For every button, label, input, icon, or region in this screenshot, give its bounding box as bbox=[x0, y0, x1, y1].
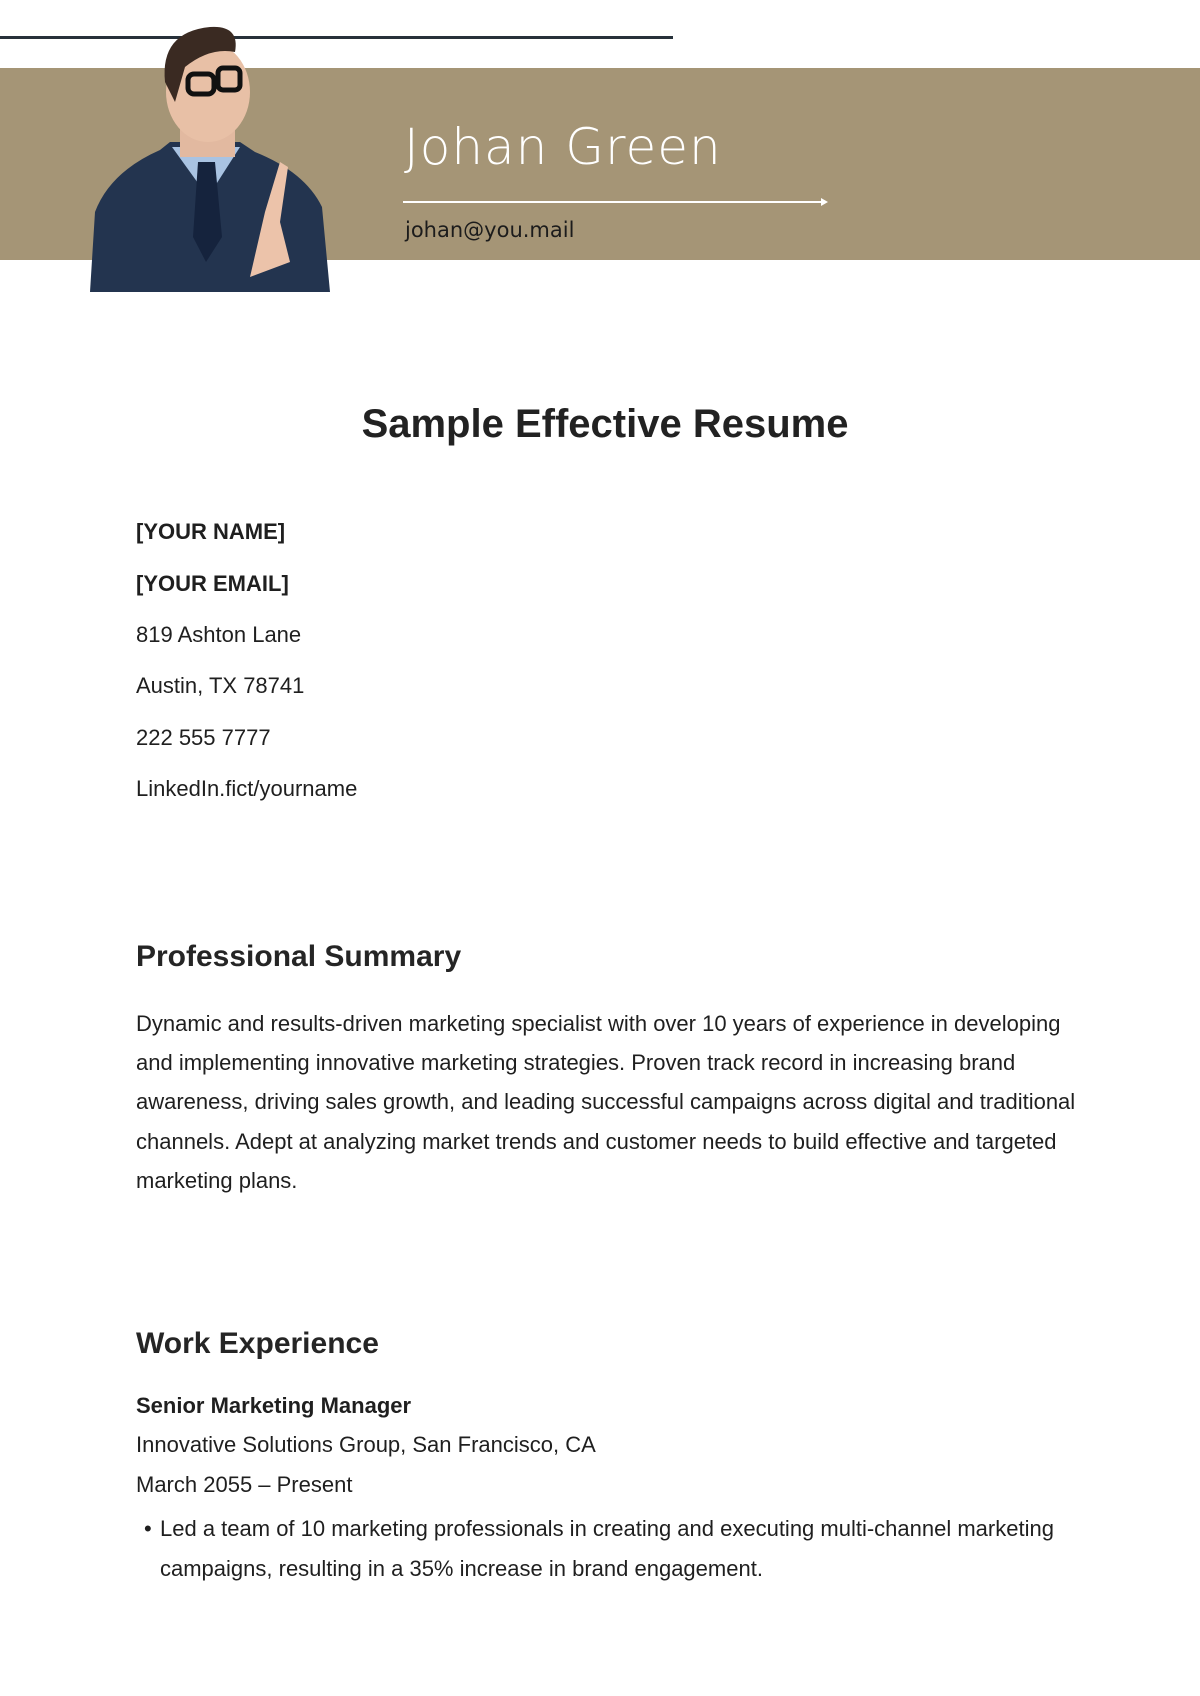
job-company: Innovative Solutions Group, San Francisco, CA bbox=[136, 1432, 596, 1457]
contact-street: 819 Ashton Lane bbox=[136, 622, 302, 647]
profile-photo bbox=[90, 22, 355, 292]
contact-name: [YOUR NAME] bbox=[136, 519, 286, 544]
summary-heading: Professional Summary bbox=[136, 940, 462, 973]
page-title: Sample Effective Resume bbox=[361, 402, 849, 446]
candidate-name: Johan Green bbox=[404, 118, 722, 176]
contact-city: Austin, TX 78741 bbox=[136, 673, 305, 698]
job-dates: March 2055 – Present bbox=[136, 1472, 353, 1497]
header-email: johan@you.mail bbox=[405, 218, 575, 242]
contact-email: [YOUR EMAIL] bbox=[136, 571, 289, 596]
arrow-divider bbox=[403, 196, 828, 208]
job-bullet: • Led a team of 10 marketing professionals in creating and executing multi-channel marketing campaigns, resulting in a 35% increase in brand engagement. bbox=[160, 1509, 1060, 1588]
summary-text: Dynamic and results-driven marketing specialist with over 10 years of experience in developing and implementing innovative marketing strategies. Proven track record in increasing brand awareness, driving sales growth, and leading successful campaigns across digital and traditional channels. Adept at analyzing market trends and customer needs to build effective and targeted marketing plans. bbox=[136, 1011, 1076, 1193]
contact-linkedin: LinkedIn.fict/yourname bbox=[136, 776, 358, 801]
job-role: Senior Marketing Manager bbox=[136, 1393, 412, 1418]
experience-heading: Work Experience bbox=[136, 1327, 379, 1360]
contact-phone: 222 555 7777 bbox=[136, 725, 271, 750]
